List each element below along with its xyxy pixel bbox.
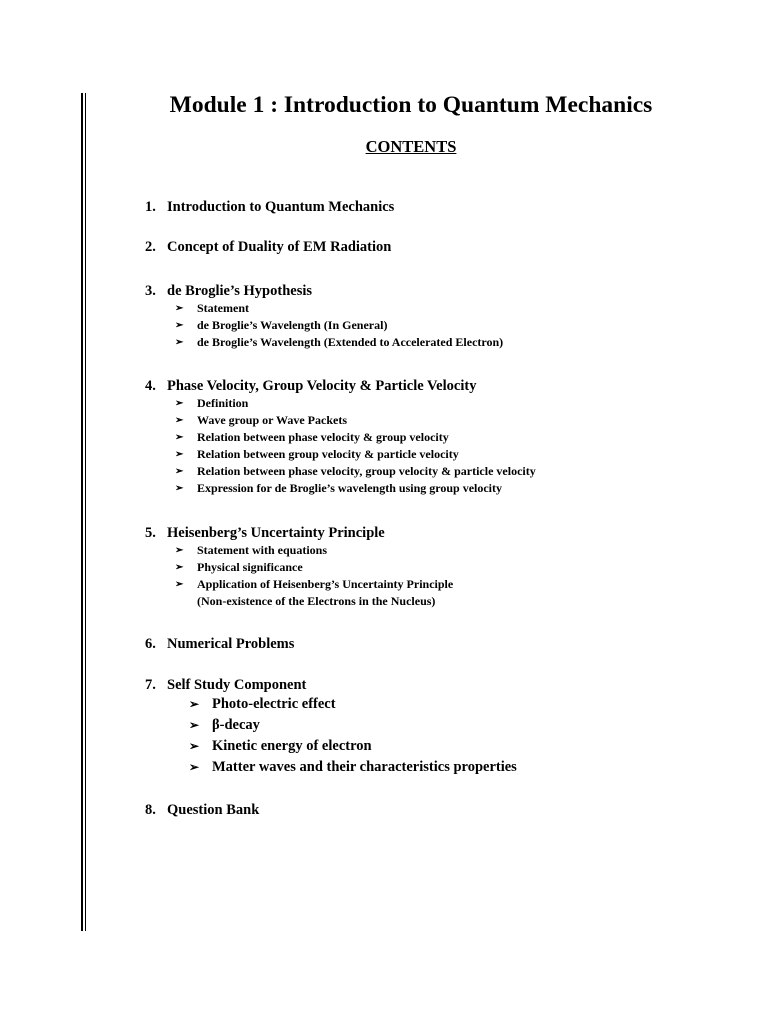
subtopic-list [145,694,517,778]
section-title: Heisenberg’s Uncertainty Principle [167,525,385,541]
section-heading [145,524,453,542]
subtopic-label: Kinetic energy of electron [212,738,372,754]
subtopic-list [145,395,536,497]
subtopic-label: Photo-electric effect [212,696,336,712]
subtopic-list [145,542,453,593]
list-item [145,757,517,778]
arrowhead-bullet-icon: ➢ [175,303,184,314]
subtopic-label: Physical significance [197,560,303,574]
section-3 [145,282,503,351]
list-item [145,715,517,736]
list-item [145,694,517,715]
list-item [145,576,453,593]
arrowhead-bullet-icon: ➢ [175,415,184,426]
list-item [145,736,517,757]
section-heading [145,676,517,694]
section-title: Phase Velocity, Group Velocity & Particle Velocity [167,378,477,394]
section-8 [145,801,259,819]
section-number: 8. [145,802,156,818]
arrowhead-bullet-icon: ➢ [175,320,184,331]
section-heading [145,238,391,256]
section-title: Introduction to Quantum Mechanics [167,199,395,215]
arrowhead-bullet-icon: ➢ [175,545,184,556]
arrowhead-bullet-icon: ➢ [189,739,200,753]
subtopic-label: de Broglie’s Wavelength (Extended to Accelerated Electron) [197,335,504,349]
list-item [145,463,536,480]
list-item [145,300,503,317]
arrowhead-bullet-icon: ➢ [175,466,184,477]
subtopic-label: Relation between phase velocity & group velocity [197,430,449,444]
subtopic-label: Statement [197,301,249,315]
section-number: 6. [145,636,156,652]
list-item [145,446,536,463]
document-title: Module 1 : Introduction to Quantum Mechanics [169,92,653,118]
margin-rule [81,93,86,931]
subtopic-label: Relation between phase velocity, group velocity & particle velocity [197,464,536,478]
list-item [145,334,503,351]
subtopic-label: β-decay [212,717,260,733]
subtopic-label: Application of Heisenberg’s Uncertainty Principle [197,577,454,591]
section-number: 1. [145,199,156,215]
section-title: de Broglie’s Hypothesis [167,283,313,299]
section-number: 4. [145,378,156,394]
list-item [145,542,453,559]
list-item [145,412,536,429]
section-number: 3. [145,283,156,299]
section-title: Concept of Duality of EM Radiation [167,239,392,255]
section-heading [145,635,294,653]
section-number: 2. [145,239,156,255]
section-heading [145,377,536,395]
arrowhead-bullet-icon: ➢ [175,449,184,460]
list-item [145,429,536,446]
section-title: Numerical Problems [167,636,295,652]
list-item [145,559,453,576]
section-heading [145,801,259,819]
section-4 [145,377,536,497]
contents-heading: CONTENTS [365,137,457,156]
list-item [145,395,536,412]
section-number: 5. [145,525,156,541]
list-item [145,317,503,334]
arrowhead-bullet-icon: ➢ [175,579,184,590]
arrowhead-bullet-icon: ➢ [189,697,200,711]
arrowhead-bullet-icon: ➢ [175,398,184,409]
arrowhead-bullet-icon: ➢ [175,562,184,573]
arrowhead-bullet-icon: ➢ [189,760,200,774]
section-heading [145,282,503,300]
section-1 [145,198,394,216]
subtopic-label: Relation between group velocity & particle velocity [197,447,459,461]
section-number: 7. [145,677,156,693]
section-heading [145,198,394,216]
arrowhead-bullet-icon: ➢ [175,483,184,494]
arrowhead-bullet-icon: ➢ [175,337,184,348]
arrowhead-bullet-icon: ➢ [175,432,184,443]
section-title: Self Study Component [167,677,307,693]
list-item [145,480,536,497]
section-7 [145,676,517,778]
section-2 [145,238,391,256]
subtopic-label: Matter waves and their characteristics properties [212,759,517,775]
arrowhead-bullet-icon: ➢ [189,718,200,732]
subtopic-label: Statement with equations [197,543,328,557]
subtopic-label: Definition [197,396,249,410]
subtopic-continuation: (Non-existence of the Electrons in the Nucleus) [197,594,436,608]
subtopic-list [145,300,503,351]
subtopic-label: Wave group or Wave Packets [197,413,347,427]
section-6 [145,635,294,653]
subtopic-label: de Broglie’s Wavelength (In General) [197,318,388,332]
subtopic-label: Expression for de Broglie’s wavelength using group velocity [197,481,503,495]
section-5 [145,524,453,610]
section-title: Question Bank [167,802,260,818]
